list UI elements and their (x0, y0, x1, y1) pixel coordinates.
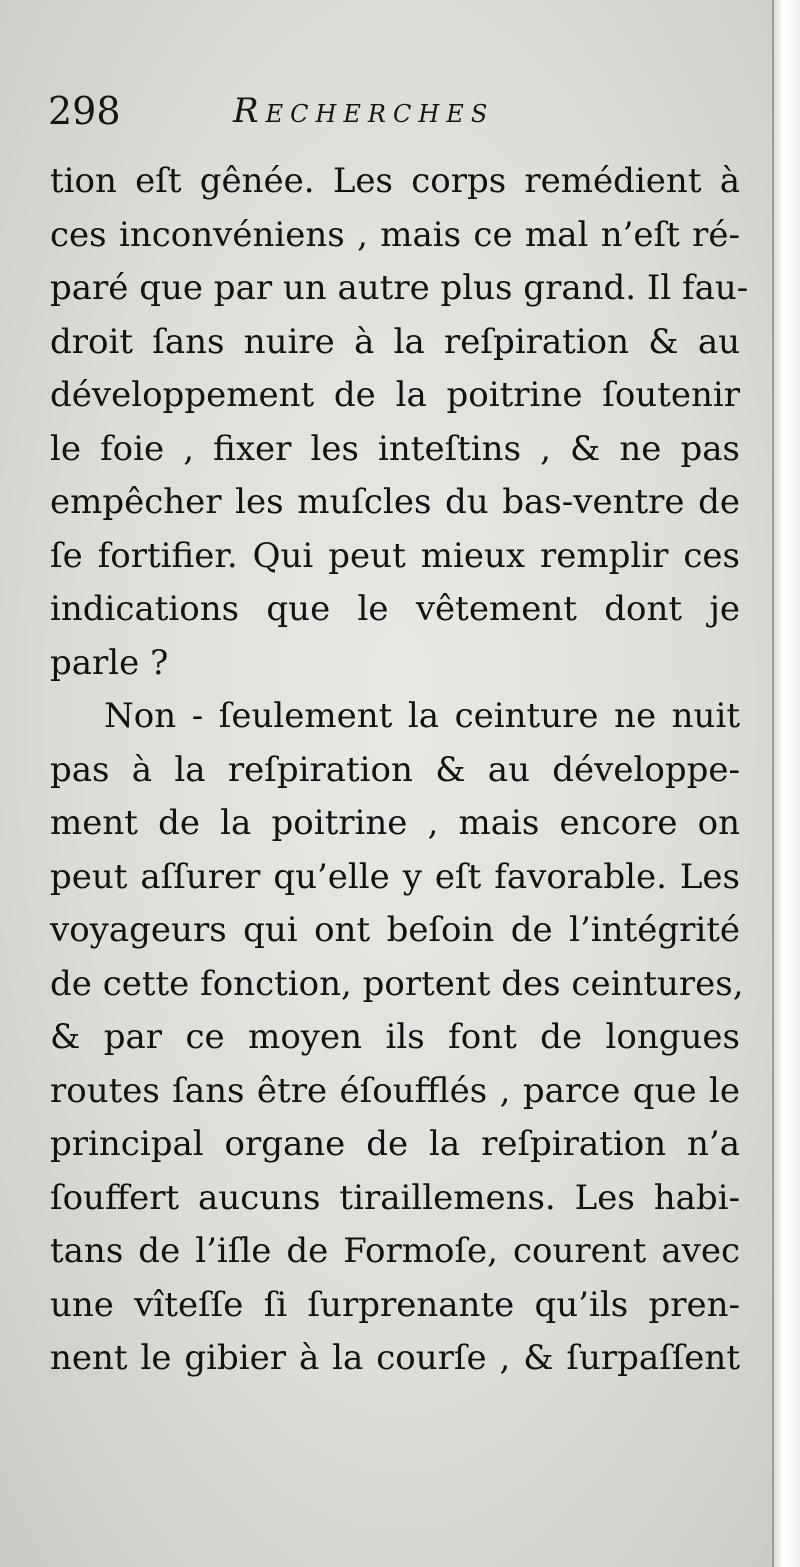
text-line: empêcher les muſcles du bas-ventre de (50, 482, 740, 522)
text-line: ſe fortifier. Qui peut mieux remplir ces (50, 535, 740, 576)
text-line: principal organe de la reſpiration n’a (50, 1124, 740, 1164)
text-line: le foie , fixer les inteſtins , & ne pas (50, 428, 740, 469)
text-line: nent le gibier à la courſe , & ſurpaſſent (50, 1338, 740, 1378)
text-line: & par ce moyen ils font de longues (50, 1017, 740, 1057)
text-line: ſouffert aucuns tiraillemens. Les habi- (50, 1177, 740, 1218)
text-line: tion eſt gênée. Les corps remédient à (50, 161, 740, 201)
text-line: voyageurs qui ont beſoin de l’intégrité (50, 910, 740, 950)
text-line: paré que par un autre plus grand. Il fau- (50, 268, 749, 308)
text-line: de cette fonction, portent des ceintures, (50, 963, 744, 1004)
paragraph-end-line: parle ? (50, 642, 169, 683)
running-head: Recherches (233, 91, 495, 131)
body-text (50, 155, 749, 1386)
text-line: indications que le vêtement dont je (50, 589, 740, 629)
text-line: une vîteſſe ſi ſurprenante qu’ils pren- (50, 1284, 740, 1325)
page-header (48, 86, 568, 136)
text-line: peut aſſurer qu’elle y eſt favorable. Les (50, 856, 740, 897)
text-line: droit ſans nuire à la reſpiration & au (50, 321, 740, 362)
text-line: pas à la reſpiration & au développe- (50, 749, 740, 790)
page-edge (772, 0, 800, 1567)
text-line: routes ſans être éſoufflés , parce que le (50, 1070, 740, 1111)
text-line: ment de la poitrine , mais encore on (50, 803, 740, 843)
text-line: tans de l’iſle de Formoſe, courent avec (50, 1231, 740, 1271)
page-number: 298 (48, 89, 121, 133)
text-line: ces inconvéniens , mais ce mal n’eſt ré- (50, 214, 740, 255)
text-line: développement de la poitrine ſoutenir (50, 375, 740, 415)
paragraph-start-line: Non - ſeulement la ceinture ne nuit (104, 696, 740, 736)
